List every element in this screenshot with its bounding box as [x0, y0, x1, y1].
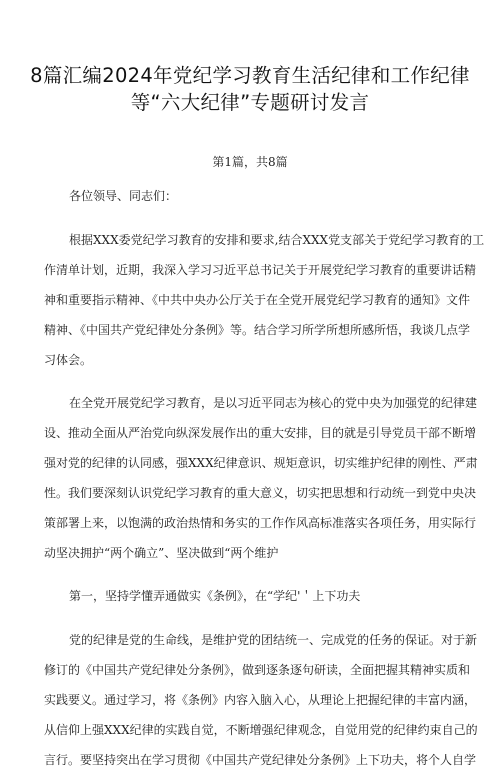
paragraph-1-line: 作清单计划，近期，我深入学习习近平总书记关于开展党纪学习教育的重要讲话精 — [44, 263, 477, 277]
paragraph-3-line: 修订的《中国共产党纪律处分条例》，做到逐条逐句研读，全面把握其精神实质和 — [44, 663, 471, 677]
document-title-line-1: 8篇汇编2024年党纪学习教育生活纪律和工作纪律 — [30, 64, 470, 87]
paragraph-1-line: 根据XXX委党纪学习教育的安排和要求,结合XXX党支部关于党纪学习教育的工 — [69, 233, 485, 247]
paragraph-3-line: 从信仰上强XXX纪律的实践自觉，不断增强纪律观念，自觉用党的纪律约束自己的 — [44, 723, 478, 737]
paragraph-3-line: 党的纪律是党的生命线，是维护党的团结统一、完成党的任务的保证。对于新 — [69, 633, 478, 647]
page-indicator: 第1篇，共8篇 — [212, 155, 288, 169]
paragraph-1-line: 神和重要指示精神、《中共中央办公厅关于在全党开展党纪学习教育的通知》文件 — [44, 293, 471, 307]
paragraph-3-line: 言行。要坚持突出在学习贯彻《中国共产党纪律处分条例》上下功夫，将个人自学 — [44, 753, 477, 767]
document-title-line-2: 等“六大纪律”专题研讨发言 — [130, 91, 370, 114]
paragraph-2-line: 性。我们要深刻认识党纪学习教育的重大意义，切实把思想和行动统一到党中央决 — [44, 486, 477, 500]
paragraph-2-line: 强对党的纪律的认同感，强XXX纪律意识、规矩意识，切实维护纪律的刚性、严肃 — [44, 456, 478, 470]
paragraph-2-line: 策部署上来，以饱满的政治热情和务实的工作作风高标准落实各项任务，用实际行 — [44, 516, 477, 530]
paragraph-2-line: 动坚决拥护“两个确立”、坚决做到“两个维护 — [44, 546, 279, 560]
paragraph-3-line: 实践要义。通过学习，将《条例》内容入脑入心，从理论上把握纪律的丰富内涵， — [44, 693, 477, 707]
paragraph-2-line: 设、推动全面从严治党向纵深发展作出的重大安排，目的就是引导党员干部不断增 — [44, 426, 477, 440]
paragraph-1-line: 精神、《中国共产党纪律处分条例》等。结合学习所学所想所感所悟，我谈几点学 — [44, 323, 471, 337]
section-heading: 第一，坚持学懂弄通做实《条例》，在“学纪'＇上下功夫 — [69, 589, 361, 603]
paragraph-1-line: 习体会。 — [44, 353, 93, 367]
salutation: 各位领导、同志们： — [69, 189, 178, 203]
paragraph-2-line: 在全党开展党纪学习教育，是以习近平同志为核心的党中央为加强党的纪律建 — [69, 396, 478, 410]
